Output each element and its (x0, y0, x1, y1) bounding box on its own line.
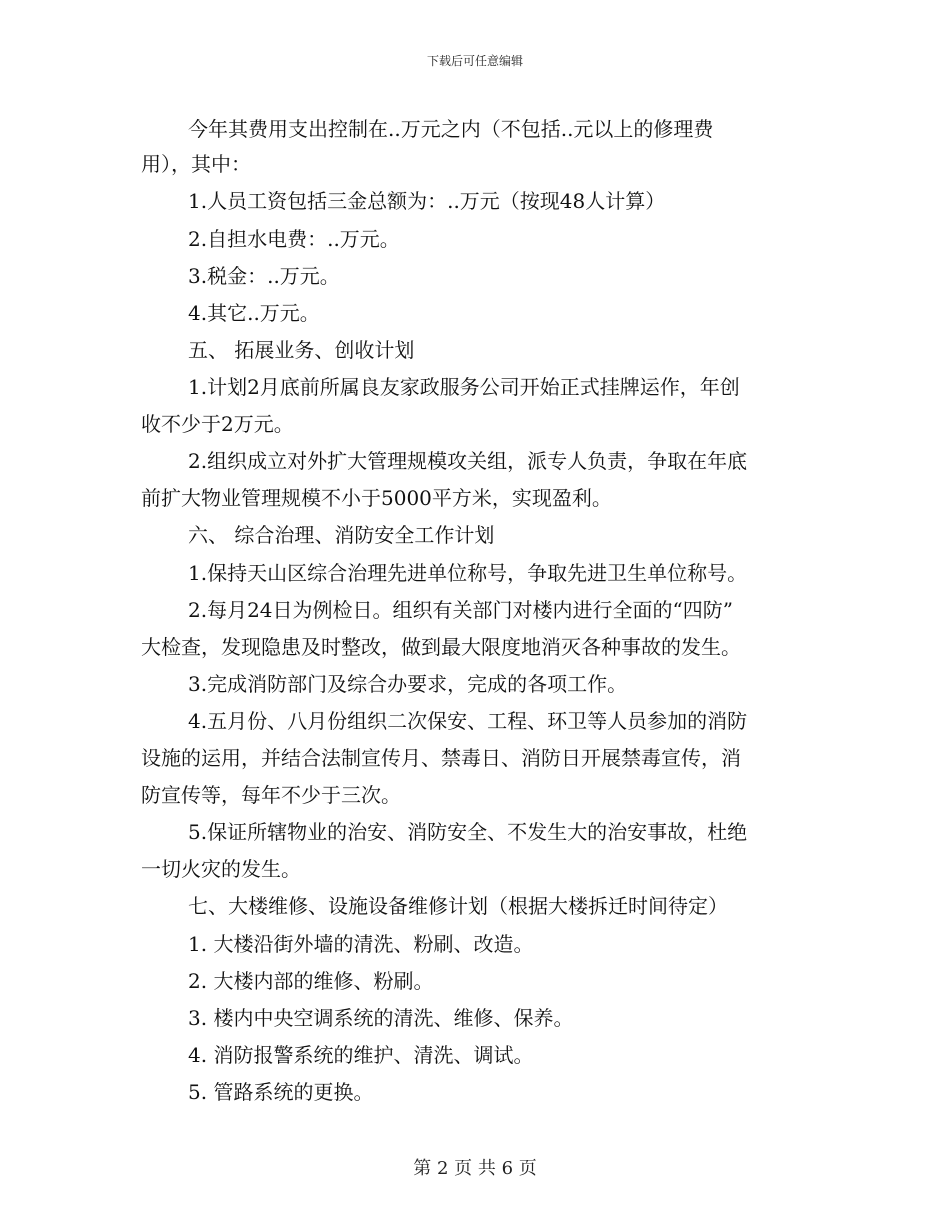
body-line: 2. 大楼内部的维修、粉刷。 (188, 969, 434, 993)
page-footer: 第 2 页 共 6 页 (413, 1158, 537, 1179)
body-line: 1. 大楼沿街外墙的清洗、粉刷、改造。 (188, 932, 534, 956)
body-line: 大检查，发现隐患及时整改，做到最大限度地消灭各种事故的发生。 (141, 635, 741, 659)
body-line: 4.五月份、八月份组织二次保安、工程、环卫等人员参加的消防 (188, 709, 748, 733)
body-line: 收不少于2万元。 (141, 412, 294, 436)
body-line: 设施的运用，并结合法制宣传月、禁毒日、消防日开展禁毒宣传，消 (141, 746, 741, 770)
body-line: 1.计划2月底前所属良友家政服务公司开始正式挂牌运作，年创 (188, 375, 740, 399)
body-line: 4. 消防报警系统的维护、清洗、调试。 (188, 1043, 534, 1067)
body-line: 一切火灾的发生。 (141, 857, 301, 881)
body-line: 前扩大物业管理规模不小于5000平方米，实现盈利。 (141, 486, 612, 510)
section-heading: 六、 综合治理、消防安全工作计划 (188, 523, 495, 547)
body-line: 5.保证所辖物业的治安、消防安全、不发生大的治安事故，杜绝 (188, 820, 748, 844)
section-heading: 五、 拓展业务、创收计划 (188, 338, 415, 362)
body-line: 防宣传等，每年不少于三次。 (141, 783, 401, 807)
body-line: 1.保持天山区综合治理先进单位称号，争取先进卫生单位称号。 (188, 561, 748, 585)
body-line: 2.组织成立对外扩大管理规模攻关组，派专人负责，争取在年底 (188, 449, 748, 473)
body-line: 今年其费用支出控制在..万元之内（不包括..元以上的修理费 (188, 117, 714, 141)
body-line: 用），其中： (141, 152, 251, 176)
body-line: 2.每月24日为例检日。组织有关部门对楼内进行全面的“四防” (188, 598, 733, 622)
section-heading: 七、大楼维修、设施设备维修计划（根据大楼拆迁时间待定） (188, 894, 728, 918)
body-line: 2.自担水电费：..万元。 (188, 227, 400, 251)
body-line: 4.其它..万元。 (188, 301, 320, 325)
body-line: 5. 管路系统的更换。 (188, 1080, 374, 1104)
page-header: 下载后可任意编辑 (426, 54, 523, 68)
body-line: 1.人员工资包括三金总额为：..万元（按现48人计算） (188, 189, 666, 213)
body-line: 3.完成消防部门及综合办要求，完成的各项工作。 (188, 672, 628, 696)
body-line: 3.税金：..万元。 (188, 264, 340, 288)
body-line: 3. 楼内中央空调系统的清洗、维修、保养。 (188, 1006, 574, 1030)
